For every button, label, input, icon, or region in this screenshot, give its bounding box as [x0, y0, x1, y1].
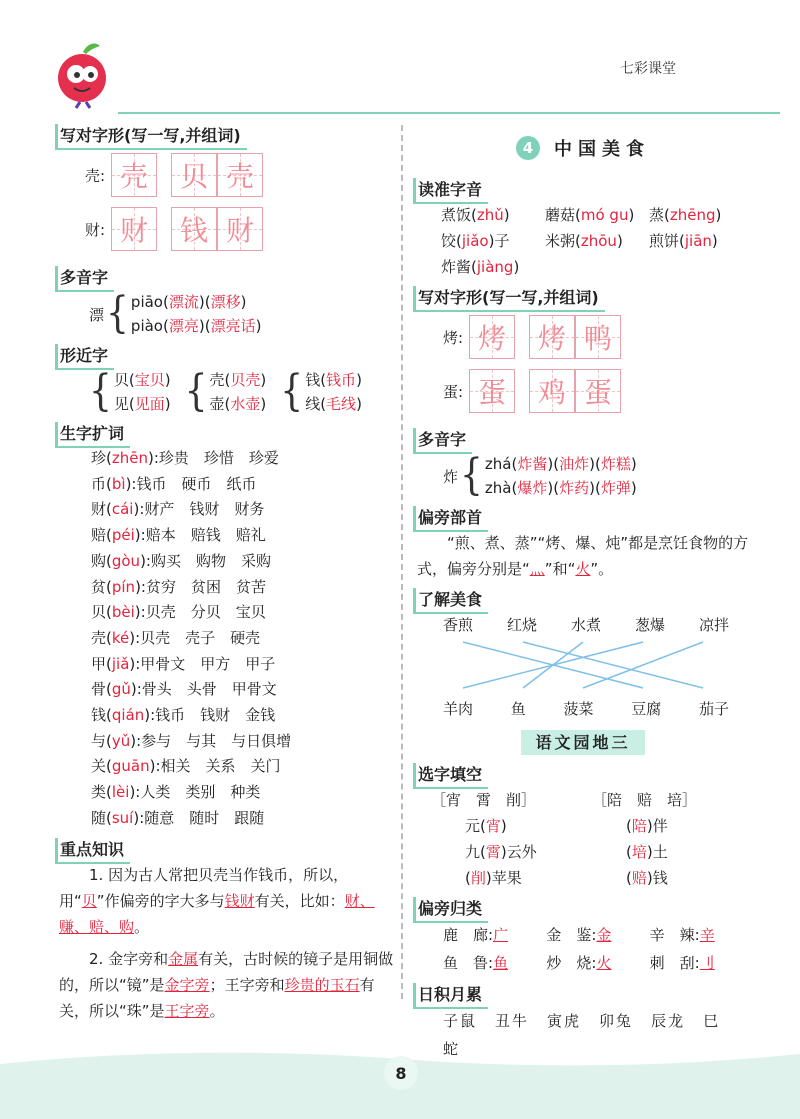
radical-cell: 炒 烧:火: [546, 954, 612, 972]
zodiac-item: 辰龙: [651, 1012, 686, 1030]
similar-word: 贝壳: [230, 371, 261, 389]
expansion-words: 贝壳 分贝 宝贝: [145, 603, 266, 622]
pronunciation-word: 蒸: [649, 206, 665, 224]
pronunciation-word: 煮饭: [441, 206, 472, 224]
expansion-item: 与(yǔ):参与 与其 与日俱增: [91, 731, 292, 750]
choice-item: 九(霄)云外: [465, 843, 537, 861]
radical-answer: 广: [493, 926, 509, 944]
expansion-item: 壳(ké):贝壳 壳子 硬壳: [91, 628, 261, 647]
choice-header: ［陪 赔 培］: [592, 791, 698, 809]
pronunciation-item: 炸酱(jiàng): [441, 258, 520, 276]
writing-label: 壳:: [85, 166, 106, 185]
pronunciation-word: 煎饼: [649, 232, 680, 250]
expansion-words: 钱币 硬币 纸币: [136, 474, 257, 493]
column-divider: [401, 125, 403, 999]
writing-char: 烤: [477, 322, 506, 355]
writing-row: [413, 368, 753, 414]
similar-line: 贝(宝贝): [113, 371, 171, 389]
radical-answer: 刂: [699, 954, 715, 972]
brace-icon: {: [460, 450, 483, 500]
pinyin: jiǎ: [111, 654, 130, 673]
pronunciation-row: [413, 202, 753, 228]
writing-char: 财: [225, 214, 254, 247]
pinyin: péi: [111, 526, 135, 545]
expansion-words: 贫穷 贫困 贫苦: [145, 577, 266, 596]
zodiac-item: 寅虎: [547, 1012, 582, 1030]
writing-grid-cell: [111, 207, 157, 251]
writing-label: 财:: [85, 220, 106, 239]
food-word: 菠菜: [563, 700, 594, 718]
pinyin: guān: [111, 757, 150, 776]
writing-char: 蛋: [477, 376, 506, 409]
polyphone-word: 炸药: [559, 479, 590, 497]
choice-answer: 赔: [631, 869, 647, 887]
radical-row: [413, 949, 753, 977]
radical-row: [413, 921, 753, 949]
zodiac-item: 巳蛇: [443, 1012, 721, 1058]
pinyin: jiǎo: [461, 232, 489, 250]
radical-sort-list: [413, 921, 753, 977]
section-title-writing-right: 写对字形(写一写,并组词): [413, 286, 605, 312]
choice-answer: 陪: [631, 817, 647, 835]
expansion-words: 财产 钱财 财务: [144, 500, 265, 519]
brace-icon: {: [280, 366, 304, 416]
choice-answer: 霄: [485, 843, 501, 861]
page-number: 8: [384, 1056, 418, 1090]
expansion-item: 骨(gǔ):骨头 头骨 甲骨文: [91, 680, 277, 699]
choice-item: 元(宵): [465, 817, 507, 835]
pronunciation-word: 蘑菇: [545, 206, 576, 224]
similar-word: 见面: [134, 395, 165, 413]
pinyin: lèi: [111, 783, 130, 802]
expansion-words: 甲骨文 甲方 甲子: [140, 654, 276, 673]
similar-word: 宝贝: [134, 371, 165, 389]
choice-answer: 宵: [485, 817, 501, 835]
radical-cell: 辛 辣:辛: [649, 926, 715, 944]
right-column: [413, 118, 753, 1119]
section-title-word-expansion: 生字扩词: [55, 422, 130, 448]
expansion-item: 珍(zhēn):珍贵 珍惜 珍爱: [91, 449, 279, 467]
section-title-polyphone-right: 多音字: [413, 428, 472, 454]
polyphone-word: 炸糕: [600, 455, 631, 473]
pinyin: jiān: [684, 232, 712, 250]
writing-practice-right: [413, 314, 753, 414]
writing-grid-cell: [111, 153, 157, 197]
pronunciation-item: 煎饼(jiān): [649, 232, 718, 250]
section-title-accumulation: 日积月累: [413, 983, 488, 1009]
food-word: 茄子: [698, 700, 729, 718]
pinyin: gǔ: [111, 680, 131, 699]
similar-line: 钱(钱币): [305, 371, 362, 389]
pronunciation-word: 炸酱: [441, 258, 472, 276]
lesson-title-text: 中国美食: [554, 139, 650, 160]
section-title-writing: 写对字形(写一写,并组词): [55, 124, 247, 150]
radical-cell: 刺 刮:刂: [649, 954, 715, 972]
similar-line: 见(见面): [113, 395, 171, 413]
writing-label: 烤:: [443, 328, 464, 347]
section-title-fill-choice: 选字填空: [413, 763, 488, 789]
polyphone-word: 炸弹: [600, 479, 631, 497]
section-title-polyphone: 多音字: [55, 266, 114, 292]
section-title-food: 了解美食: [413, 588, 488, 614]
writing-char: 贝: [179, 160, 208, 193]
pinyin: bì: [111, 474, 126, 493]
zodiac-item: 卯兔: [599, 1012, 634, 1030]
food-methods-row: [413, 612, 753, 638]
writing-char: 财: [119, 214, 148, 247]
writing-grid-cell: [529, 369, 575, 413]
pronunciation-item: 蒸(zhēng): [649, 206, 722, 224]
section-title-pronunciation: 读准字音: [413, 178, 488, 204]
expansion-item: 贝(bèi):贝壳 分贝 宝贝: [91, 603, 266, 622]
header-rule: [118, 112, 780, 114]
expansion-words: 参与 与其 与日俱增: [141, 731, 292, 750]
pinyin: mó gu: [580, 206, 629, 224]
writing-char: 壳: [225, 160, 254, 193]
expansion-words: 钱币 钱财 金钱: [155, 706, 276, 725]
pronunciation-row: [413, 254, 753, 280]
food-word: 水煮: [570, 616, 601, 634]
choice-item: (赔)钱: [626, 869, 668, 887]
polyphone-block-right: [413, 452, 753, 500]
expansion-words: 购买 购物 采购: [150, 551, 271, 570]
food-word: 香煎: [443, 616, 474, 634]
choice-item: (培)土: [626, 843, 668, 861]
brand-name: 七彩课堂: [620, 61, 676, 77]
choice-answer: 削: [470, 869, 486, 887]
food-ingredients-row: [413, 696, 753, 722]
writing-char: 鸭: [583, 322, 612, 355]
food-word: 凉拌: [698, 616, 729, 634]
radicals-paragraph: “煎、煮、蒸”“烤、爆、炖”都是烹饪食物的方式，偏旁分别是“灬”和“火”。: [417, 534, 749, 578]
writing-char: 鸡: [537, 376, 566, 409]
knowledge-paragraph-2: 2. 金字旁和金属有关，古时候的镜子是用铜做的，所以“镜”是金字旁；王字旁和珍贵的玉石有关，所以“珠”是王字旁。: [59, 949, 394, 1020]
writing-row: [413, 314, 753, 360]
expansion-words: 贝壳 壳子 硬壳: [140, 628, 261, 647]
writing-grid-cell: [217, 207, 263, 251]
fill-choice-table: [413, 787, 753, 891]
expansion-words: 赔本 赔钱 赔礼: [145, 526, 266, 545]
pronunciation-word: 饺: [441, 232, 457, 250]
zodiac-item: 子鼠: [443, 1012, 478, 1030]
similar-word: 水壶: [230, 395, 261, 413]
expansion-item: 币(bì):钱币 硬币 纸币: [91, 474, 257, 493]
writing-char: 蛋: [583, 376, 612, 409]
radical-answer: 辛: [699, 926, 715, 944]
writing-char: 钱: [179, 214, 208, 247]
writing-grid-cell: [469, 315, 515, 359]
section-title-key-knowledge: 重点知识: [55, 838, 130, 864]
choice-item: (陪)伴: [626, 817, 668, 835]
expansion-item: 关(guān):相关 关系 关门: [91, 757, 281, 776]
pronunciation-item: 蘑菇(mó gu): [545, 206, 635, 224]
choice-item: (削)苹果: [465, 869, 522, 887]
expansion-item: 财(cái):财产 钱财 财务: [91, 500, 265, 519]
expansion-item: 类(lèi):人类 类别 种类: [91, 783, 261, 802]
section-title-radical-sort: 偏旁归类: [413, 897, 488, 923]
food-word: 红烧: [506, 616, 537, 634]
similar-chars: [55, 368, 395, 416]
expansion-words: 骨头 头骨 甲骨文: [141, 680, 277, 699]
pinyin: gòu: [111, 551, 141, 570]
polyphone-line: zhà(爆炸)(炸药)(炸弹): [484, 479, 637, 497]
similar-lines: [114, 368, 171, 416]
polyphone-char: 炸: [443, 467, 459, 486]
pinyin: zhōu: [580, 232, 617, 250]
similar-group: [87, 368, 171, 416]
pinyin: jiàng: [476, 258, 514, 276]
expansion-item: 购(gòu):购买 购物 采购: [91, 551, 271, 570]
brace-icon: {: [106, 288, 129, 338]
expansion-words: 相关 关系 关门: [160, 757, 281, 776]
similar-line: 壶(水壶): [209, 395, 267, 413]
polyphone-word: 油炸: [559, 455, 590, 473]
expansion-item: 贫(pín):贫穷 贫困 贫苦: [91, 577, 266, 596]
polyphone-word: 漂亮: [168, 317, 199, 335]
polyphone-word: 爆炸: [517, 479, 548, 497]
pinyin: zhǔ: [476, 206, 504, 224]
polyphone-word: 漂移: [210, 293, 241, 311]
radical-answer: 鱼: [493, 954, 509, 972]
food-word: 鱼: [510, 700, 526, 718]
similar-word: 钱币: [326, 371, 357, 389]
knowledge-paragraph-1: 1. 因为古人常把贝壳当作钱币，所以，用“贝”作偏旁的字大多与钱财有关，比如：财、赚、赔、购。: [59, 865, 375, 936]
brace-icon: {: [184, 366, 208, 416]
writing-char: 烤: [537, 322, 566, 355]
choice-answer: 培: [631, 843, 647, 861]
writing-practice: [55, 152, 395, 252]
food-word: 葱爆: [634, 616, 665, 634]
radical-cell: 鱼 鲁:鱼: [443, 954, 509, 972]
similar-line: 线(毛线): [305, 395, 362, 413]
pinyin: zhēn: [111, 449, 148, 467]
polyphone-word: 漂亮话: [210, 317, 256, 335]
similar-line: 壳(贝壳): [209, 371, 267, 389]
writing-grid-cell: [529, 315, 575, 359]
section-title-radicals: 偏旁部首: [413, 506, 488, 532]
expansion-words: 人类 类别 种类: [140, 783, 261, 802]
similar-group: [183, 368, 267, 416]
expansion-item: 赔(péi):赔本 赔钱 赔礼: [91, 526, 266, 545]
polyphone-line: piāo(漂流)(漂移): [130, 293, 247, 311]
writing-grid-cell: [217, 153, 263, 197]
pinyin: bèi: [111, 603, 135, 622]
writing-grid-cell: [575, 315, 621, 359]
pinyin: zhēng: [669, 206, 716, 224]
section-title-similar-chars: 形近字: [55, 344, 114, 370]
writing-grid-cell: [171, 153, 217, 197]
expansion-item: 随(suí):随意 随时 跟随: [91, 808, 265, 827]
polyphone-char: 漂: [89, 305, 105, 324]
food-word: 豆腐: [631, 700, 662, 718]
apple-mascot-logo: [50, 40, 116, 110]
pinyin: yǔ: [111, 731, 131, 750]
pinyin: pín: [111, 577, 136, 596]
brace-icon: {: [89, 366, 112, 416]
zodiac-item: 丑牛: [495, 1012, 530, 1030]
radical-answer: 金: [596, 926, 612, 944]
polyphone-word: 漂流: [168, 293, 199, 311]
pronunciation-item: 煮饭(zhǔ): [441, 206, 510, 224]
writing-grid-cell: [469, 369, 515, 413]
writing-label: 蛋:: [443, 382, 464, 401]
section-banner-yuwen: 语文园地三: [413, 730, 753, 753]
writing-row: [55, 206, 395, 252]
polyphone-block: [55, 290, 395, 338]
choice-header: ［宵 霄 削］: [431, 791, 537, 809]
expansion-words: 珍贵 珍惜 珍爱: [158, 449, 279, 467]
lesson-number-badge: 4: [516, 136, 540, 160]
radical-cell: 金 鉴:金: [546, 926, 612, 944]
similar-group: [278, 368, 362, 416]
radical-answer: 火: [596, 954, 612, 972]
pronunciation-item: 米粥(zhōu): [545, 232, 623, 250]
lesson-title: [413, 124, 753, 172]
expansion-item: 钱(qián):钱币 钱财 金钱: [91, 706, 276, 725]
pronunciation-row: [413, 228, 753, 254]
writing-row: [55, 152, 395, 198]
left-column: [55, 118, 395, 1024]
word-expansion-list: [55, 446, 395, 832]
pinyin: qián: [111, 706, 145, 725]
pinyin: ké: [111, 628, 130, 647]
pronunciation-word: 米粥: [545, 232, 576, 250]
pinyin: cái: [111, 500, 134, 519]
pronunciation-list: [413, 202, 753, 280]
polyphone-line: piào(漂亮)(漂亮话): [130, 317, 262, 335]
pronunciation-item: 饺(jiǎo)子: [441, 232, 510, 250]
similar-lines: [305, 368, 362, 416]
matching-lines: [453, 638, 733, 692]
similar-lines: [210, 368, 267, 416]
writing-char: 壳: [119, 160, 148, 193]
writing-grid-cell: [575, 369, 621, 413]
similar-word: 毛线: [326, 395, 357, 413]
expansion-item: 甲(jiǎ):甲骨文 甲方 甲子: [91, 654, 276, 673]
writing-grid-cell: [171, 207, 217, 251]
pinyin: suí: [111, 808, 134, 827]
expansion-words: 随意 随时 跟随: [144, 808, 265, 827]
polyphone-line: zhá(炸酱)(油炸)(炸糕): [484, 455, 637, 473]
radical-cell: 鹿 廊:广: [443, 926, 509, 944]
polyphone-word: 炸酱: [517, 455, 548, 473]
food-word: 羊肉: [443, 700, 474, 718]
